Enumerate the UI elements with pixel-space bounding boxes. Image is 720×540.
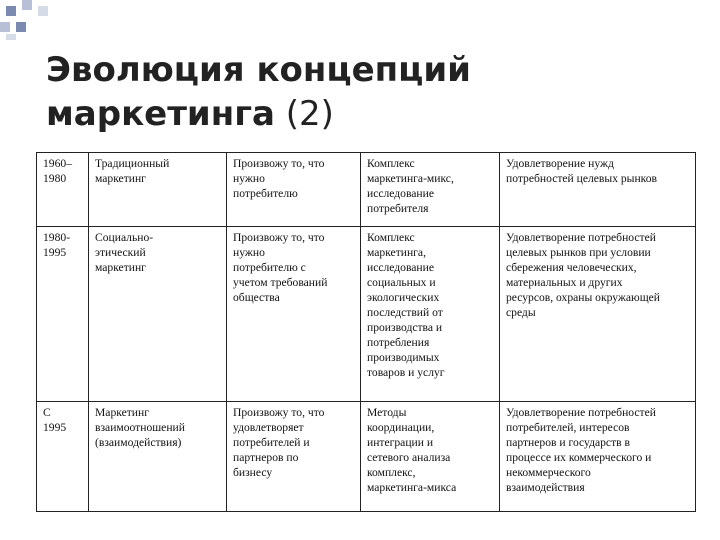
title-line1: Эволюция концепций bbox=[46, 50, 471, 90]
tools-cell: Методы координации, интеграции и сетевого анализа комплекс, маркетинга-микса bbox=[361, 402, 500, 512]
concept-cell: Маркетинг взаимоотношений (взаимодействия) bbox=[89, 402, 227, 512]
concept-cell: Социально- этический маркетинг bbox=[89, 227, 227, 402]
deco-square bbox=[38, 6, 48, 16]
tools-cell: Комплекс маркетинга-микс, исследование потребителя bbox=[361, 153, 500, 227]
slide-title bbox=[46, 48, 686, 136]
title-line2-word: маркетинга bbox=[46, 94, 275, 134]
table-row bbox=[37, 227, 696, 402]
deco-square bbox=[16, 22, 26, 32]
title-line2-num: (2) bbox=[285, 94, 334, 134]
deco-square bbox=[6, 34, 16, 40]
concept-cell: Традиционный маркетинг bbox=[89, 153, 227, 227]
approach-cell: Произвожу то, что нужно потребителю с учетом требований общества bbox=[227, 227, 361, 402]
corner-decoration bbox=[0, 0, 60, 40]
goal-cell: Удовлетворение потребностей целевых рынков при условии сбережения человеческих, материальных и других ресурсов, охраны окружающей среды bbox=[500, 227, 696, 402]
goal-cell: Удовлетворение потребностей потребителей, интересов партнеров и государств в процессе их коммерческого и некоммерческого взаимодействия bbox=[500, 402, 696, 512]
concepts-table bbox=[36, 152, 696, 512]
approach-cell: Произвожу то, что удовлетворяет потребителей и партнеров по бизнесу bbox=[227, 402, 361, 512]
goal-cell: Удовлетворение нужд потребностей целевых рынков bbox=[500, 153, 696, 227]
deco-square bbox=[6, 6, 16, 16]
table-row bbox=[37, 402, 696, 512]
deco-square bbox=[22, 0, 32, 10]
table-row bbox=[37, 153, 696, 227]
period-cell: С 1995 bbox=[37, 402, 89, 512]
period-cell: 1980- 1995 bbox=[37, 227, 89, 402]
tools-cell: Комплекс маркетинга, исследование социальных и экологических последствий от производства и потребления производимых товаров и услуг bbox=[361, 227, 500, 402]
period-cell: 1960– 1980 bbox=[37, 153, 89, 227]
approach-cell: Произвожу то, что нужно потребителю bbox=[227, 153, 361, 227]
deco-square bbox=[0, 22, 10, 32]
